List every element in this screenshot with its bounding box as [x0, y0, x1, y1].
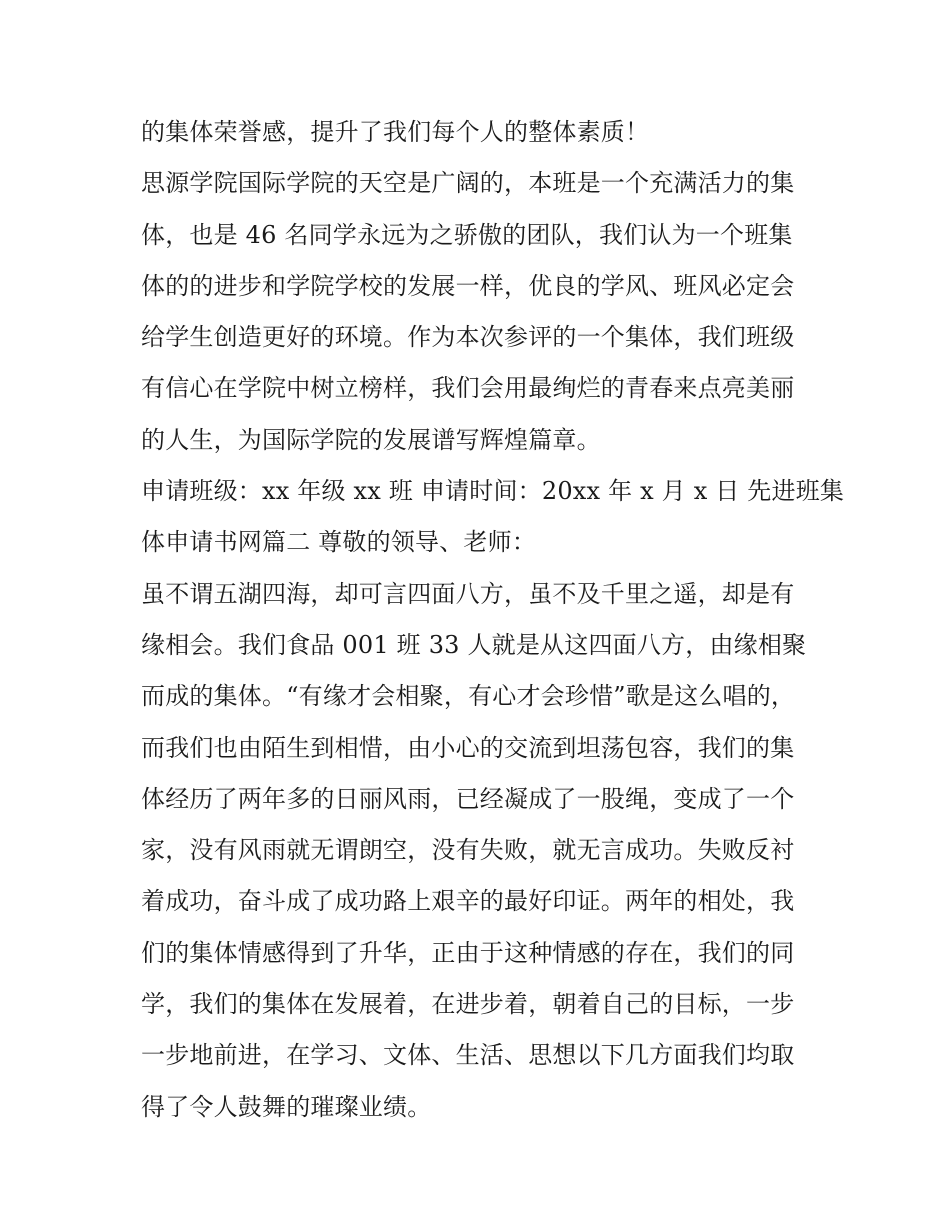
text-line: 着成功，奋斗成了成功路上艰辛的最好印证。两年的相处，我 [141, 887, 795, 916]
text-line: 申请班级：xx 年级 xx 班 申请时间：20xx 年 x 月 x 日 先进班集 [141, 477, 845, 506]
text-line: 而成的集体。“有缘才会相聚，有心才会珍惜”歌是这么唱的， [141, 682, 796, 711]
text-line: 虽不谓五湖四海，却可言四面八方，虽不及千里之遥，却是有 [141, 579, 795, 608]
text-line: 得了令人鼓舞的璀璨业绩。 [141, 1092, 432, 1121]
text-line: 体申请书网篇二 尊敬的领导、老师： [141, 528, 537, 557]
text-line: 学，我们的集体在发展着，在进步着，朝着自己的目标，一步 [141, 990, 795, 1019]
text-line: 给学生创造更好的环境。作为本次参评的一个集体，我们班级 [141, 323, 795, 352]
text-line: 们的集体情感得到了升华，正由于这种情感的存在，我们的同 [141, 938, 795, 967]
text-line: 体的的进步和学院学校的发展一样，优良的学风、班风必定会 [141, 271, 795, 300]
text-line: 的人生，为国际学院的发展谱写辉煌篇章。 [141, 425, 601, 454]
text-line: 家，没有风雨就无谓朗空，没有失败，就无言成功。失败反衬 [141, 836, 795, 865]
text-line: 有信心在学院中树立榜样，我们会用最绚烂的青春来点亮美丽 [141, 374, 795, 403]
text-line: 体，也是 46 名同学永远为之骄傲的团队，我们认为一个班集 [141, 220, 793, 249]
text-line: 缘相会。我们食品 001 班 33 人就是从这四面八方，由缘相聚 [141, 630, 807, 659]
body-text [141, 107, 845, 1133]
text-line: 的集体荣誉感，提升了我们每个人的整体素质！ [141, 118, 650, 146]
text-line: 思源学院国际学院的天空是广阔的，本班是一个充满活力的集 [141, 169, 795, 198]
text-line: 一步地前进，在学习、文体、生活、思想以下几方面我们均取 [141, 1041, 795, 1070]
text-line: 而我们也由陌生到相惜，由小心的交流到坦荡包容，我们的集 [141, 733, 795, 762]
text-line: 体经历了两年多的日丽风雨，已经凝成了一股绳，变成了一个 [141, 784, 795, 813]
